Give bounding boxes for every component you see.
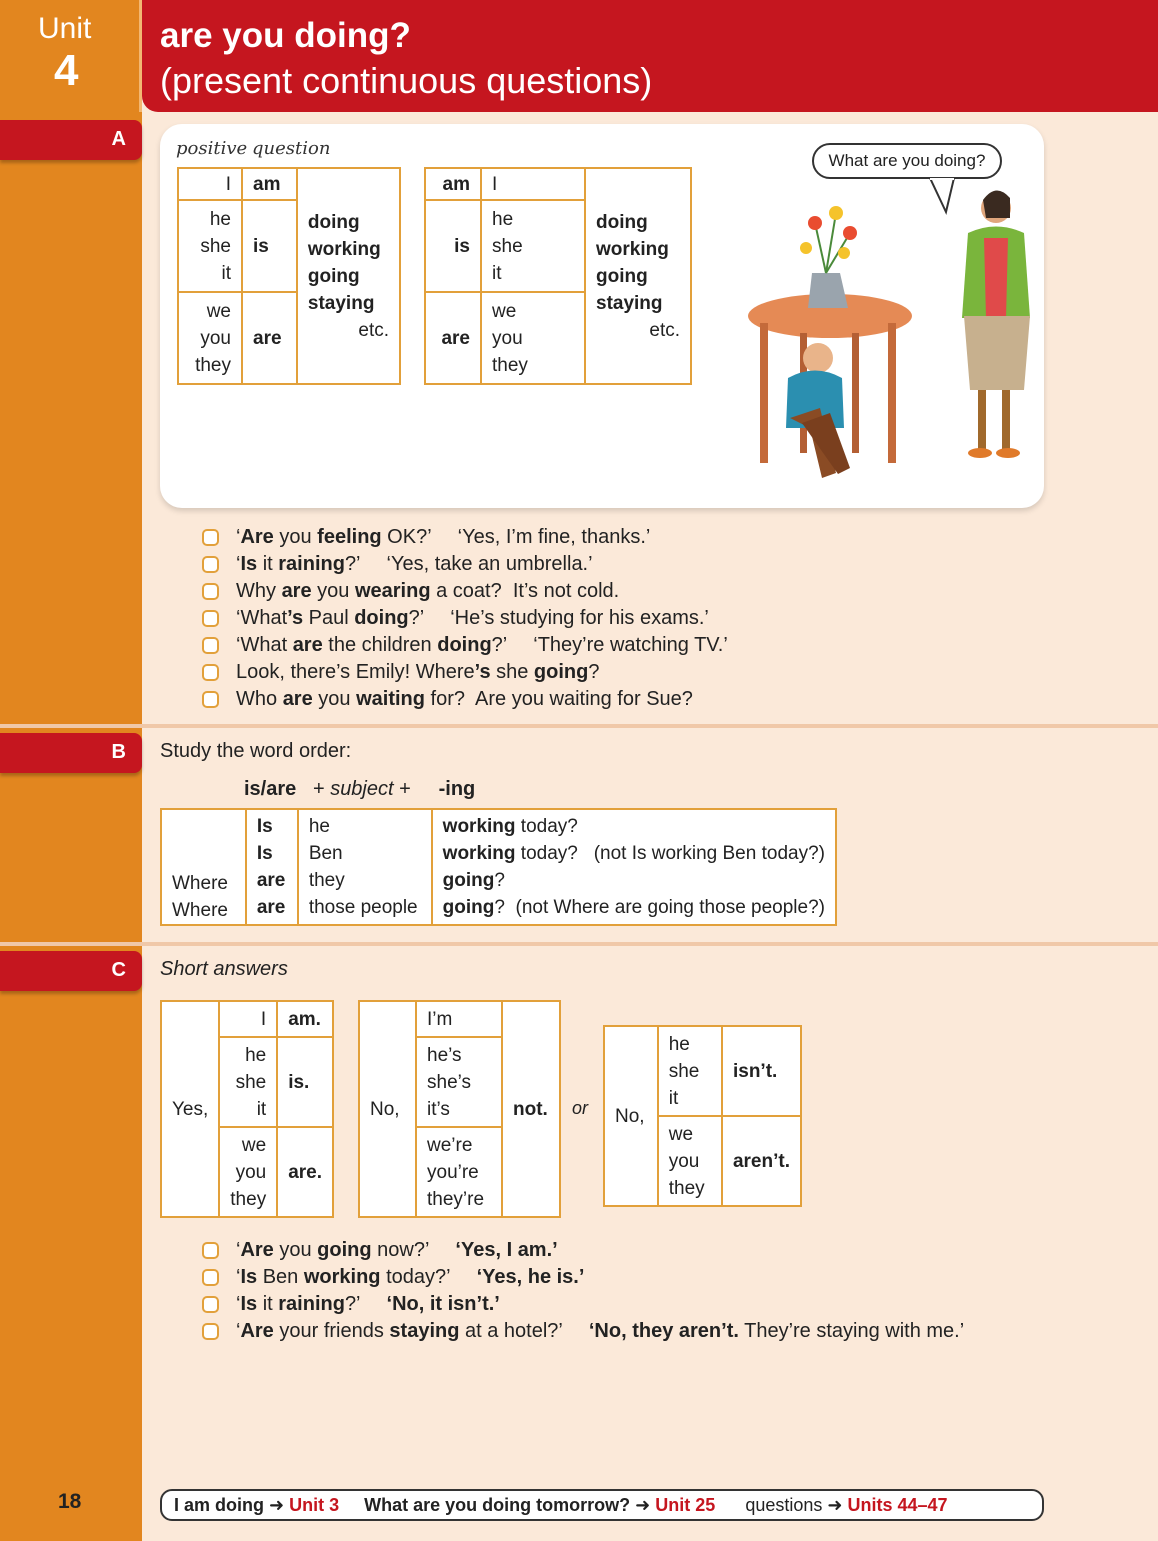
verb-list: doing working going staying etc. <box>297 168 400 384</box>
illustration <box>740 178 1040 498</box>
bubble-tail <box>930 178 954 212</box>
checkbox[interactable] <box>202 664 219 681</box>
checkbox[interactable] <box>202 556 219 573</box>
unit-box <box>0 0 142 112</box>
section-tab-b: B <box>0 733 142 773</box>
examples-a <box>200 524 728 713</box>
example-a3: Why are you wearing a coat? It’s not cold. <box>200 578 728 605</box>
checkbox[interactable] <box>202 529 219 546</box>
link-units-44-47[interactable]: Units 44–47 <box>847 1495 948 1515</box>
arrow-icon: ➜ <box>269 1495 285 1515</box>
example-c2: ‘Is Ben working today?’ ‘Yes, he is.’ <box>200 1264 964 1291</box>
positive-label: positive <box>176 138 248 159</box>
or-label: or <box>572 1098 589 1118</box>
short-answers-title: Short answers <box>160 958 288 980</box>
no-table: No, I’m not. he’s she’s it’s we’re you’re they’re <box>358 1000 561 1218</box>
negative-contraction-table: No, he she it isn’t. we you they aren’t. <box>603 1025 802 1207</box>
checkbox[interactable] <box>202 610 219 627</box>
question-table: am I doing working going staying etc. is he she it are we you they <box>424 167 692 385</box>
section-tab-c: C <box>0 951 142 991</box>
woman-skirt <box>964 316 1030 390</box>
checkbox[interactable] <box>202 583 219 600</box>
example-c3: ‘Is it raining?’ ‘No, it isn’t.’ <box>200 1291 964 1318</box>
arrow-icon: ➜ <box>827 1495 843 1515</box>
section-tab-a: A <box>0 120 142 160</box>
examples-c <box>200 1237 964 1345</box>
yes-table: Yes, I am. he she it is. we you they are. <box>160 1000 334 1218</box>
arrow-icon: ➜ <box>635 1495 651 1515</box>
vase <box>808 273 848 308</box>
page-title: are you doing? <box>160 16 411 55</box>
example-a1: ‘Are you feeling OK?’ ‘Yes, I’m fine, thanks.’ <box>200 524 728 551</box>
word-order-header: is/are + subject + -ing <box>244 778 476 800</box>
separator <box>0 724 1158 728</box>
speech-bubble: What are you doing? <box>812 143 1002 179</box>
page-subtitle: (present continuous questions) <box>160 60 653 101</box>
checkbox[interactable] <box>202 637 219 654</box>
word-order-table: Where Where Is Is are are he Ben they those people working today? working today? (not Is working Ben today?) going? going? (not Where are going those people?) <box>160 808 837 926</box>
example-c1: ‘Are you going now?’ ‘Yes, I am.’ <box>200 1237 964 1264</box>
example-a4: ‘What’s Paul doing?’ ‘He’s studying for his exams.’ <box>200 605 728 632</box>
word-order-intro: Study the word order: <box>160 740 352 762</box>
verb-list: doing working going staying etc. <box>585 168 691 384</box>
unit-label: Unit <box>38 12 92 45</box>
link-unit-3[interactable]: Unit 3 <box>289 1495 340 1515</box>
link-unit-25[interactable]: Unit 25 <box>655 1495 716 1515</box>
example-a5: ‘What are the children doing?’ ‘They’re watching TV.’ <box>200 632 728 659</box>
cross-reference-bar: I am doing ➜ Unit 3 What are you doing tomorrow? ➜ Unit 25 questions ➜ Units 44–47 <box>160 1489 1044 1521</box>
checkbox[interactable] <box>202 1296 219 1313</box>
unit-number: 4 <box>54 46 79 95</box>
man-head <box>803 343 833 373</box>
example-c4: ‘Are your friends staying at a hotel?’ ‘No, they aren’t. They’re staying with me.’ <box>200 1318 964 1345</box>
example-a2: ‘Is it raining?’ ‘Yes, take an umbrella.’ <box>200 551 728 578</box>
example-a7: Who are you waiting for? Are you waiting for Sue? <box>200 686 728 713</box>
example-a6: Look, there’s Emily! Where’s she going? <box>200 659 728 686</box>
question-label: question <box>252 138 331 159</box>
separator <box>0 942 1158 946</box>
checkbox[interactable] <box>202 1242 219 1259</box>
checkbox[interactable] <box>202 1269 219 1286</box>
positive-table: I am doing working going staying etc. he she it is we you they are <box>177 167 401 385</box>
checkbox[interactable] <box>202 1323 219 1340</box>
checkbox[interactable] <box>202 691 219 708</box>
page-number: 18 <box>58 1490 82 1513</box>
